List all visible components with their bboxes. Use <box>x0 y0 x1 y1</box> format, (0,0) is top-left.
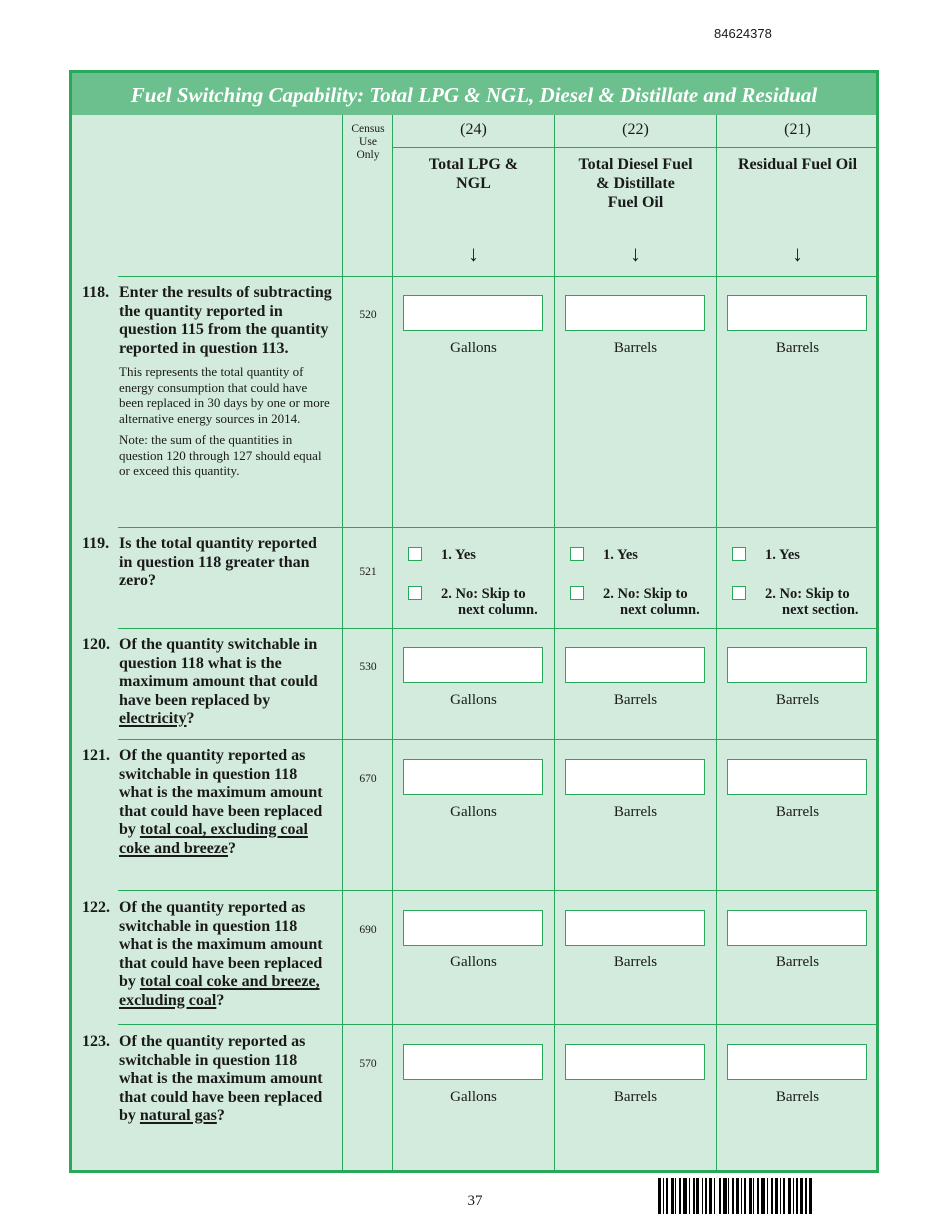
q123-lpg-input[interactable] <box>403 1044 543 1080</box>
unit-label: Barrels <box>775 954 820 970</box>
q122-lpg-input[interactable] <box>403 910 543 946</box>
q122-residual-input[interactable] <box>727 910 867 946</box>
fuel-switching-section <box>69 70 879 1173</box>
census-code: 520 <box>359 309 377 321</box>
question-118-note: This represents the total quantity of energy consumption that could have been replaced in 30 days by one or more alternative energy sources in 2014. <box>119 364 330 426</box>
unit-label: Barrels <box>613 692 658 708</box>
question-120: 120. Of the quantity switchable in question 118 what is the maximum amount that could have been replaced by electricity? <box>82 636 334 729</box>
page-number: 37 <box>467 1193 483 1209</box>
unit-label: Barrels <box>613 804 658 820</box>
barcode-icon <box>658 1178 836 1214</box>
column-number-residual: (21) <box>784 121 811 138</box>
q121-residual-input[interactable] <box>727 759 867 795</box>
checkbox-label: 2. No: Skip to next column. <box>603 586 700 618</box>
checkbox-label: 2. No: Skip to next column. <box>441 586 538 618</box>
unit-label: Gallons <box>450 804 497 820</box>
unit-label: Barrels <box>613 340 658 356</box>
q119-lpg-no-checkbox[interactable] <box>408 586 422 600</box>
question-118-note: Note: the sum of the quantities in question 120 through 127 should equal or exceed this quantity. <box>119 432 322 478</box>
unit-label: Barrels <box>775 804 820 820</box>
question-122: 122. Of the quantity reported as switchable in question 118 what is the maximum amount that could have been replaced by total coal coke and breeze, excluding coal? <box>82 899 334 1010</box>
census-use-only-header: Census Use Only <box>351 123 385 161</box>
unit-label: Barrels <box>775 692 820 708</box>
column-header-residual: Residual Fuel Oil <box>737 156 858 173</box>
checkbox-label: 2. No: Skip to next section. <box>765 586 859 618</box>
column-number-lpg: (24) <box>460 121 487 138</box>
section-title: Fuel Switching Capability: Total LPG & NGL, Diesel & Distillate and Residual <box>72 73 876 115</box>
q123-residual-input[interactable] <box>727 1044 867 1080</box>
census-code: 570 <box>359 1058 377 1070</box>
down-arrow-icon: ↓ <box>792 241 803 266</box>
census-code: 521 <box>359 566 377 578</box>
question-121: 121. Of the quantity reported as switchable in question 118 what is the maximum amount that could have been replaced by total coal, excluding coal coke and breeze? <box>82 747 334 858</box>
q120-lpg-input[interactable] <box>403 647 543 683</box>
column-header-diesel: Total Diesel Fuel & Distillate Fuel Oil <box>578 156 693 211</box>
down-arrow-icon: ↓ <box>468 241 479 266</box>
q118-diesel-input[interactable] <box>565 295 705 331</box>
checkbox-label: 1. Yes <box>441 547 476 563</box>
q121-diesel-input[interactable] <box>565 759 705 795</box>
q118-residual-input[interactable] <box>727 295 867 331</box>
q118-lpg-input[interactable] <box>403 295 543 331</box>
unit-label: Gallons <box>450 1089 497 1105</box>
unit-label: Gallons <box>450 692 497 708</box>
checkbox-label: 1. Yes <box>603 547 638 563</box>
question-119: 119. Is the total quantity reported in question 118 greater than zero? <box>82 535 334 591</box>
question-121-text: Of the quantity reported as switchable in question 118 what is the maximum amount that could have been replaced by total coal, excluding coal coke and breeze? <box>119 747 323 857</box>
question-118: 118. Enter the results of subtracting the quantity reported in question 115 from the quantity reported in question 113. This represents the total quantity of energy consumption that could have been replaced in 30 days by one or more alternative energy sources in 2014. Note: the sum of the quantities in question 120 through 127 should equal or exceed this quantity. <box>82 284 334 479</box>
q119-lpg-yes-checkbox[interactable] <box>408 547 422 561</box>
q119-diesel-yes-checkbox[interactable] <box>570 547 584 561</box>
question-120-text: Of the quantity switchable in question 118 what is the maximum amount that could have been replaced by electricity? <box>119 636 318 727</box>
census-code: 530 <box>359 661 377 673</box>
unit-label: Barrels <box>775 340 820 356</box>
q120-diesel-input[interactable] <box>565 647 705 683</box>
q120-residual-input[interactable] <box>727 647 867 683</box>
question-118-text: Enter the results of subtracting the quantity reported in question 115 from the quantity reported in question 113. <box>119 284 332 357</box>
checkbox-label: 1. Yes <box>765 547 800 563</box>
q123-diesel-input[interactable] <box>565 1044 705 1080</box>
form-id: 84624378 <box>714 26 772 41</box>
down-arrow-icon: ↓ <box>630 241 641 266</box>
column-number-diesel: (22) <box>622 121 649 138</box>
column-header-lpg: Total LPG & NGL <box>428 156 519 192</box>
unit-label: Gallons <box>450 340 497 356</box>
census-code: 690 <box>359 924 377 936</box>
census-code: 670 <box>359 773 377 785</box>
q122-diesel-input[interactable] <box>565 910 705 946</box>
q121-lpg-input[interactable] <box>403 759 543 795</box>
question-119-text: Is the total quantity reported in question 118 greater than zero? <box>119 535 317 589</box>
q119-residual-no-checkbox[interactable] <box>732 586 746 600</box>
question-123-text: Of the quantity reported as switchable in question 118 what is the maximum amount that could have been replaced by natural gas? <box>119 1033 323 1124</box>
q119-diesel-no-checkbox[interactable] <box>570 586 584 600</box>
question-122-text: Of the quantity reported as switchable in question 118 what is the maximum amount that could have been replaced by total coal coke and breeze, excluding coal? <box>119 899 323 1009</box>
question-123: 123. Of the quantity reported as switchable in question 118 what is the maximum amount that could have been replaced by natural gas? <box>82 1033 334 1126</box>
unit-label: Barrels <box>775 1089 820 1105</box>
unit-label: Gallons <box>450 954 497 970</box>
unit-label: Barrels <box>613 1089 658 1105</box>
unit-label: Barrels <box>613 954 658 970</box>
q119-residual-yes-checkbox[interactable] <box>732 547 746 561</box>
